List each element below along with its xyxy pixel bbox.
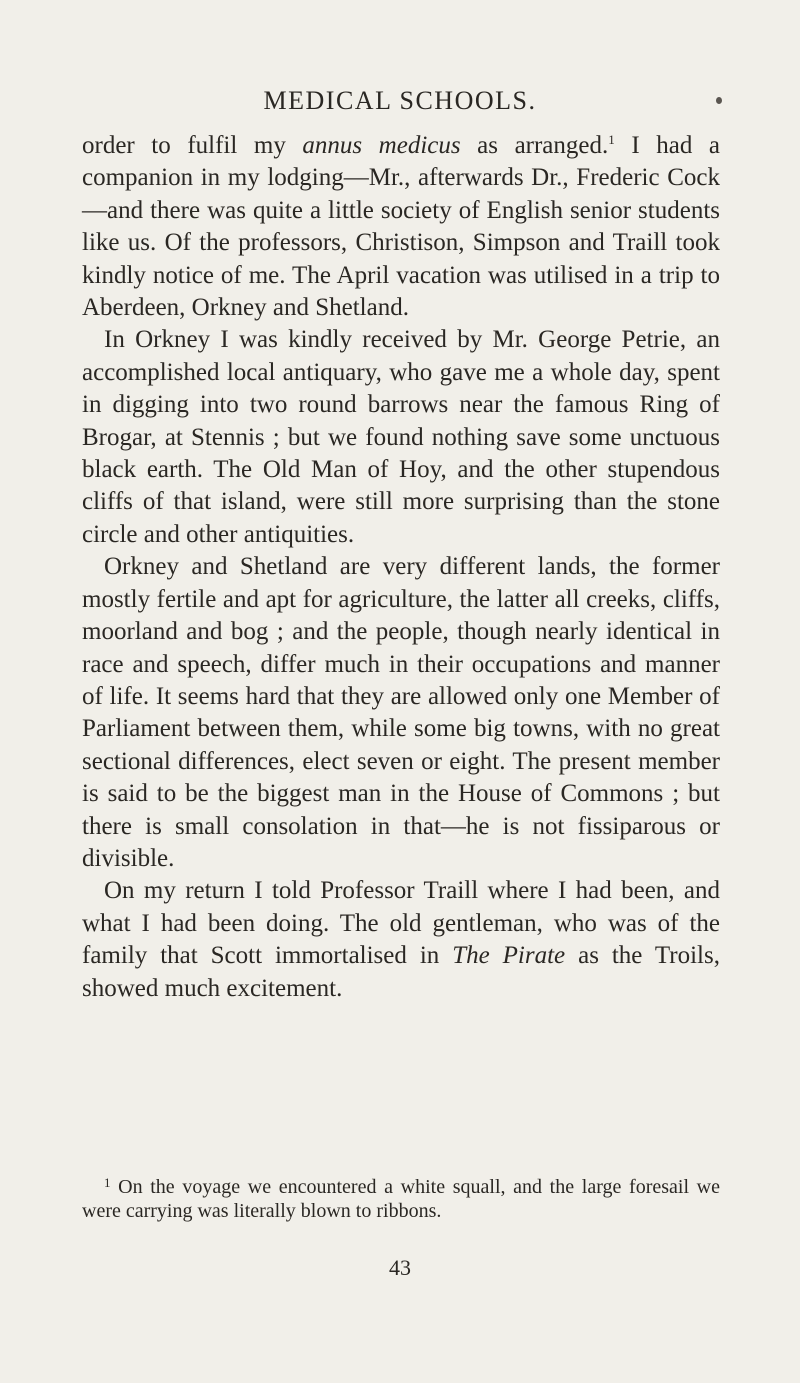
running-head: MEDICAL SCHOOLS. [263, 86, 537, 115]
body-text [82, 130, 720, 1005]
paragraph-1-start: order to fulfil my [82, 132, 303, 159]
footnote [82, 1175, 720, 1223]
paragraph-1-mid: as arranged. [460, 132, 609, 159]
paragraph-4-italic: The Pirate [452, 942, 566, 970]
footnote-text: On the voyage we encountered a white squall, and the large foresail we were carrying was literally blown to ribbons. [82, 1176, 720, 1222]
footnote-reference: 1 [608, 132, 615, 147]
paragraph-4-end: as the Troils, showed much excitement. [82, 942, 720, 1002]
footnote-mark: 1 [104, 1175, 111, 1190]
page-number: 43 [389, 1255, 411, 1280]
paragraph-4-start: On my return I told Professor Traill where I had been, and what I had been doing. The old gentleman, who was of the family that Scott immortalised in [82, 877, 720, 970]
paragraph-1-end: I had a companion in my lodging—Mr., afterwards Dr., Frederic Cock—and there was quite a little society of English senior students like us. Of the professors, Christison, Simpson and Traill took kindly notice of me. The April vacation was utilised in a trip to Aberdeen, Orkney and Shetland. [82, 132, 720, 322]
paragraph-3: Orkney and Shetland are very different lands, the former mostly fertile and apt for agriculture, the latter all creeks, cliffs, moorland and bog ; and the people, though nearly identical in race and speech, differ much in their occupations and manner of life. It seems hard that they are allowed only one Member of Parliament between them, while some big towns, with no great sectional differences, elect seven or eight. The present member is said to be the biggest man in the House of Commons ; but there is small consolation in that—he is not fissiparous or divisible. [82, 553, 720, 872]
paragraph-1 [82, 130, 720, 324]
paragraph-2: In Orkney I was kindly received by Mr. George Petrie, an accomplished local antiquary, who gave me a whole day, spent in digging into two round barrows near the famous Ring of Brogar, at Stennis ; but we found nothing save some unctuous black earth. The Old Man of Hoy, and the other stupendous cliffs of that island, were still more surprising than the stone circle and other antiquities. [82, 326, 720, 548]
paragraph-1-italic: annus medicus [302, 132, 461, 159]
paragraph-4 [82, 875, 720, 1005]
